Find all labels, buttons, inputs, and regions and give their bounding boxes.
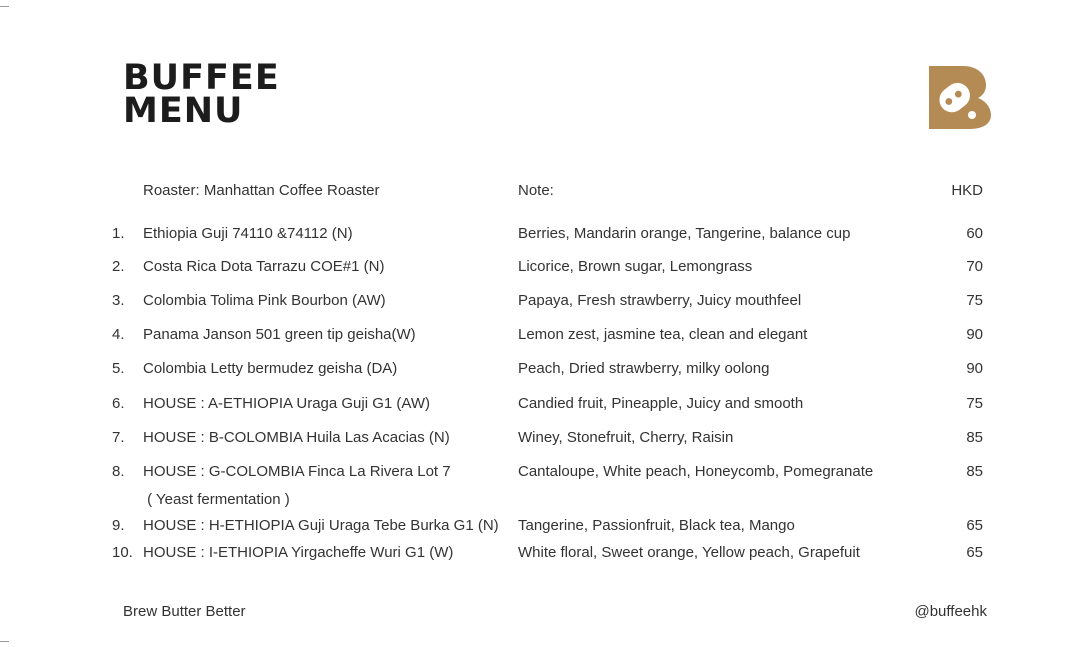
menu-item-tasting-note: Cantaloupe, White peach, Honeycomb, Pomegranate — [518, 463, 874, 480]
menu-item-name-line: HOUSE : G-COLOMBIA Finca La Rivera Lot 7 — [143, 463, 451, 480]
menu-item-price: 90 — [966, 326, 983, 343]
footer-handle: @buffeehk — [914, 603, 987, 620]
price-column-header: HKD — [951, 182, 983, 199]
menu-item-tasting-note: Tangerine, Passionfruit, Black tea, Mango — [518, 517, 795, 534]
roaster-label: Roaster: Manhattan Coffee Roaster — [143, 182, 380, 199]
menu-item-name — [143, 253, 508, 281]
menu-item-number: 3. — [112, 292, 125, 309]
menu-item-number: 6. — [112, 395, 125, 412]
menu-title-line1: BUFFEE — [123, 58, 280, 98]
menu-item-tasting-note: Lemon zest, jasmine tea, clean and elegant — [518, 326, 808, 343]
menu-item-price: 90 — [966, 360, 983, 377]
menu-item-price: 85 — [966, 463, 983, 480]
menu-item-name-line: HOUSE : H-ETHIOPIA Guji Uraga Tebe Burka G1 (N) — [143, 517, 499, 534]
menu-item-name-subline: ( Yeast fermentation ) — [143, 491, 290, 508]
menu-item-name-line: HOUSE : B-COLOMBIA Huila Las Acacias (N) — [143, 429, 450, 446]
menu-item-name — [143, 458, 508, 514]
menu-item-name-line: Costa Rica Dota Tarrazu COE#1 (N) — [143, 258, 385, 275]
menu-item-name-line: Ethiopia Guji 74110 &74112 (N) — [143, 225, 353, 242]
menu-item-tasting-note: White floral, Sweet orange, Yellow peach, Grapefuit — [518, 544, 860, 561]
footer-tagline: Brew Butter Better — [123, 603, 246, 620]
menu-item-number: 2. — [112, 258, 125, 275]
menu-item-price: 75 — [966, 395, 983, 412]
menu-item-name — [143, 321, 508, 349]
menu-item-name-line: Colombia Tolima Pink Bourbon (AW) — [143, 292, 386, 309]
menu-item-tasting-note: Candied fruit, Pineapple, Juicy and smooth — [518, 395, 804, 412]
menu-item-number: 7. — [112, 429, 125, 446]
menu-item-name — [143, 355, 508, 383]
menu-item-name-line: Colombia Letty bermudez geisha (DA) — [143, 360, 398, 377]
menu-item-name — [143, 539, 508, 567]
menu-item-price: 60 — [966, 225, 983, 242]
menu-item-price: 65 — [966, 517, 983, 534]
menu-item-tasting-note: Winey, Stonefruit, Cherry, Raisin — [518, 429, 734, 446]
menu-item-number: 9. — [112, 517, 125, 534]
menu-item-name-line: HOUSE : A-ETHIOPIA Uraga Guji G1 (AW) — [143, 395, 431, 412]
menu-item-number: 4. — [112, 326, 125, 343]
menu-title — [123, 58, 280, 131]
menu-item-price: 70 — [966, 258, 983, 275]
menu-item-tasting-note: Papaya, Fresh strawberry, Juicy mouthfeel — [518, 292, 802, 309]
menu-item-number: 10. — [112, 544, 133, 561]
buffee-b-logo-icon — [929, 66, 991, 129]
menu-item-name — [143, 424, 508, 452]
menu-item-name — [143, 512, 508, 540]
menu-item-tasting-note: Licorice, Brown sugar, Lemongrass — [518, 258, 753, 275]
menu-item-tasting-note: Peach, Dried strawberry, milky oolong — [518, 360, 770, 377]
menu-item-number: 1. — [112, 225, 125, 242]
menu-item-name-line: Panama Janson 501 green tip geisha(W) — [143, 326, 416, 343]
menu-item-name — [143, 220, 508, 248]
menu-item-tasting-note: Berries, Mandarin orange, Tangerine, balance cup — [518, 225, 851, 242]
menu-title-line2: MENU — [123, 91, 244, 131]
crop-mark-top — [0, 6, 9, 7]
menu-item-price: 85 — [966, 429, 983, 446]
menu-item-number: 5. — [112, 360, 125, 377]
menu-item-price: 75 — [966, 292, 983, 309]
note-column-header: Note: — [518, 182, 554, 199]
menu-item-name — [143, 390, 508, 418]
menu-item-number: 8. — [112, 463, 125, 480]
menu-item-price: 65 — [966, 544, 983, 561]
menu-item-name-line: HOUSE : I-ETHIOPIA Yirgacheffe Wuri G1 (W) — [143, 544, 454, 561]
menu-item-name — [143, 287, 508, 315]
crop-mark-bottom — [0, 641, 9, 642]
